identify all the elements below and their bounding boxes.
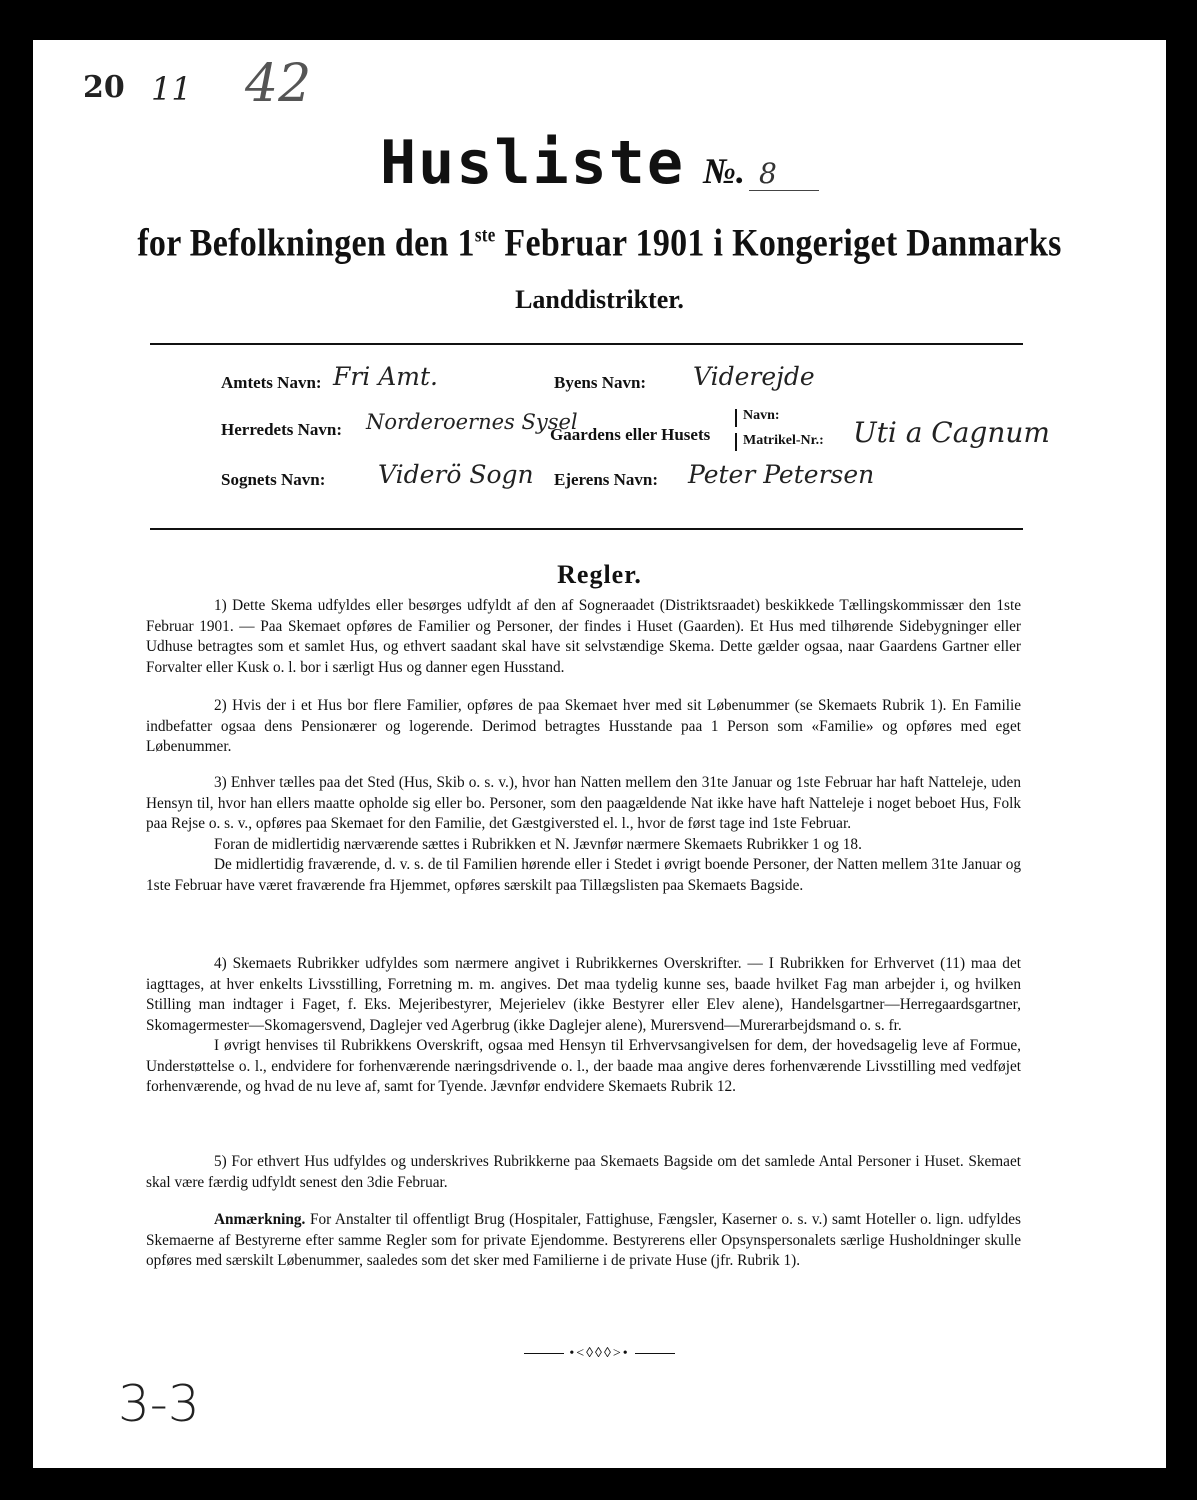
annotation — [146, 1210, 1021, 1272]
house-number-field: 8 — [749, 157, 819, 191]
ornament-divider — [33, 1346, 1166, 1362]
rule-2-text: 2) Hvis der i et Hus bor flere Familier, opføres de paa Skemaet hver med sit Løbenummer (se Skemaets Rubrik 1). En Familie indbefatter ogsaa dens Pensionærer og logerende. Derimod betragtes Husstande paa 1 Person som «Familie» og opføres med eget Løbenummer. — [146, 697, 1021, 755]
rules-heading: Regler. — [557, 560, 642, 589]
rule-3 — [146, 773, 1021, 896]
top-divider — [150, 343, 1023, 345]
by-label: Byens Navn: — [554, 373, 647, 392]
subtitle-superscript: ste — [474, 224, 496, 246]
ejer-label: Ejerens Navn: — [554, 470, 659, 489]
subtitle-part-2: Februar 1901 i Kongeriget Danmarks — [495, 222, 1062, 265]
brace-top — [735, 409, 737, 427]
matrikel-label: Matrikel-Nr.: — [743, 433, 824, 448]
gaard-value: Uti a Cagnum — [853, 416, 1050, 449]
rule-4-text-a: 4) Skemaets Rubrikker udfyldes som nærmere angivet i Rubrikkernes Overskrifter. — I Rubrikken for Erhvervet (11) maa det iagttages, at hver enkelts Livsstilling, Forretning m. m. angives. Det maa tydelig kunne ses, baade hvilket Fag man arbejder i, og hvilken Stilling man indtager i Faget, f. Eks. Mejeribestyrer, Mejerielev (ikke Bestyrer eller Elev alene), Handelsgartner—Herregaardsgartner, Skomagermester—Skomagersvend, Daglejer ved Agerbrug (ikke Daglejer alene), Murersvend—Murerarbejdsmand o. s. fr. — [146, 955, 1021, 1034]
rule-3-text-c: De midlertidig fraværende, d. v. s. de til Familien hørende eller i Stedet i øvrigt boende Personer, der Natten mellem 31te Januar og 1ste Februar have været fraværende fra Hjemmet, opføres særskilt paa Tillægslisten paa Skemaets Bagside. — [146, 856, 1021, 894]
ornament-glyph: •<◊◊◊>• — [569, 1346, 630, 1361]
rule-5 — [146, 1152, 1021, 1193]
margin-note-number-a: 20 — [83, 70, 125, 105]
margin-note-number-b: 11 — [151, 70, 192, 108]
form-title: Husliste — [380, 128, 686, 198]
bottom-divider — [150, 528, 1023, 530]
by-value: Viderejde — [693, 362, 815, 391]
form-subtitle — [33, 222, 1166, 266]
sogn-label: Sognets Navn: — [221, 470, 326, 489]
title-row — [33, 128, 1166, 198]
amt-value: Fri Amt. — [333, 362, 438, 391]
herred-label: Herredets Navn: — [221, 420, 343, 439]
ejer-value: Peter Petersen — [688, 460, 875, 489]
annotation-label: Anmærkning. — [214, 1211, 306, 1228]
margin-note-number-c: 42 — [245, 54, 312, 114]
rule-2 — [146, 696, 1021, 758]
sogn-value: Viderö Sogn — [378, 460, 534, 489]
rule-3-text-a: 3) Enhver tælles paa det Sted (Hus, Skib o. s. v.), hvor han Natten mellem den 31te Januar og 1ste Februar har haft Natteleje, uden Hensyn til, hvor han ellers maatte opholde sig eller bo. Personer, som den paagældende Nat ikke have haft Natteleje i noget beboet Hus, Folk paa Rejse o. s. v., opføres paa Skemaet for den Familie, det Gæstgiversted el. l., hvor de først tage ind 1ste Februar. — [146, 774, 1021, 832]
number-sign: №. — [703, 151, 745, 191]
annotation-text: For Anstalter til offentligt Brug (Hospitaler, Fattighuse, Fængsler, Kaserner o. s. v.) samt Hoteller o. lign. udfyldes Skemaerne af Bestyrerne efter samme Regler som for private Ejendomme. Bestyrerens eller Opsynspersonalets særlige Husholdninger skulle opføres med særskilt Løbenummer, saaledes som det sker med Familierne i de private Huse (jfr. Rubrik 1). — [146, 1211, 1021, 1269]
rule-1 — [146, 596, 1021, 678]
rule-5-text: 5) For ethvert Hus udfyldes og underskrives Rubrikkerne paa Skemaets Bagside om det samlede Antal Personer i Huset. Skemaet skal være færdig udfyldt senest den 3die Februar. — [146, 1153, 1021, 1191]
amt-label: Amtets Navn: — [221, 373, 322, 392]
rule-1-text: 1) Dette Skema udfyldes eller besørges udfyldt af den af Sogneraadet (Distriktsraadet) beskikkede Tællingskommissær den 1ste Februar 1901. — Paa Skemaet opføres de Familier og Personer, der findes i Huset (Gaarden). Et Hus med tilhørende Sidebygninger eller Udhuse betragtes som et samlet Hus, og ethvert saadant skal have sit selvstændige Skema. Dette gælder ogsaa, naar Gaardens Gartner eller Forvalter eller Kusk o. l. bor i særligt Hus og danner egen Husstand. — [146, 597, 1021, 676]
rule-3-text-b: Foran de midlertidig nærværende sættes i Rubrikken et N. Jævnfør nærmere Skemaets Rubrikker 1 og 18. — [214, 835, 862, 853]
district-heading: Landdistrikter. — [515, 285, 684, 314]
gaard-label: Gaardens eller Husets — [550, 425, 711, 444]
navn-label: Navn: — [743, 408, 780, 423]
ornament-line-left — [524, 1353, 564, 1354]
margin-note-bottom: 3-3 — [118, 1375, 200, 1433]
rule-4-text-b: I øvrigt henvises til Rubrikkens Overskrift, ogsaa med Hensyn til Erhvervsangivelsen for dem, der hovedsagelig leve af Formue, Understøttelse o. l., endvidere for forhenværende næringsdrivende o. l., der baade maa angive deres forhenværende Livsstilling med vedføjet forhenværende, og hvad de nu leve af, samt for Tyende. Jævnfør endvidere Skemaets Rubrik 12. — [146, 1037, 1021, 1095]
herred-value: Norderoernes Sysel — [366, 410, 578, 434]
brace-bottom — [735, 433, 737, 451]
rule-4 — [146, 954, 1021, 1098]
subtitle-part-1: for Befolkningen den 1 — [137, 222, 475, 265]
census-form-page — [33, 40, 1166, 1468]
ornament-line-right — [635, 1353, 675, 1354]
